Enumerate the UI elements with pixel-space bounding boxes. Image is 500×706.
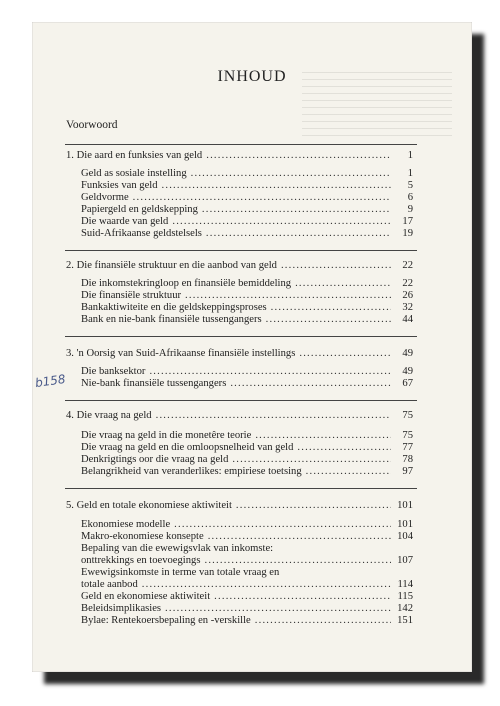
toc-entry[interactable]: Geld en ekonomiese aktiwiteit ..... 115: [81, 591, 413, 603]
toc-chapter-4[interactable]: [66, 410, 413, 422]
toc-chapter-5[interactable]: [66, 500, 413, 512]
toc-chapter-label: 2. Die finansiële struktuur en die aanbod van geld: [66, 260, 277, 271]
toc-page-number: 22: [402, 260, 413, 271]
toc-entry[interactable]: Die inkomstekringloop en finansiële bemiddeling ..... 22: [81, 278, 413, 290]
toc-entry[interactable]: Funksies van geld ..... 5: [81, 180, 413, 192]
toc-entry[interactable]: Die waarde van geld ..... 17: [81, 216, 413, 228]
section-divider: [65, 144, 417, 145]
toc-chapter-1[interactable]: [66, 150, 413, 162]
handwritten-margin-note: b158: [34, 371, 67, 391]
page-title: INHOUD: [217, 68, 287, 85]
toc-entry[interactable]: Bank en nie-bank finansiële tussengangers ..... 44: [81, 314, 413, 326]
toc-entry[interactable]: Bylae: Rentekoersbepaling en -verskille ..... 151: [81, 615, 413, 627]
toc-chapter-label: 5. Geld en totale ekonomiese aktiwiteit: [66, 500, 232, 511]
document-page: [32, 22, 472, 672]
toc-entry[interactable]: Die vraag na geld in die monetêre teorie ..... 75: [81, 430, 413, 442]
toc-chapter-label: 1. Die aard en funksies van geld: [66, 150, 203, 161]
toc-entry[interactable]: Geld as sosiale instelling ..... 1: [81, 168, 413, 180]
toc-entry[interactable]: Die finansiële struktuur ..... 26: [81, 290, 413, 302]
toc-entry[interactable]: Makro-ekonomiese konsepte ..... 104: [81, 531, 413, 543]
toc-chapter-label: 3. 'n Oorsig van Suid-Afrikaanse finansiële instellings: [66, 348, 296, 359]
toc-entry[interactable]: Bepaling van die ewewigsvlak van inkomste:: [81, 543, 274, 554]
toc-chapter-3[interactable]: [66, 348, 413, 360]
toc-entry[interactable]: Die banksektor ..... 49: [81, 366, 413, 378]
section-divider: [65, 400, 417, 401]
voorwoord-heading: Voorwoord: [66, 119, 118, 131]
section-divider: [65, 488, 417, 489]
toc-chapter-2[interactable]: [66, 260, 413, 272]
toc-entry[interactable]: Bankaktiwiteite en die geldskeppingsproses ..... 32: [81, 302, 413, 314]
toc-entry[interactable]: Belangrikheid van veranderlikes: empiriese toetsing ..... 97: [81, 466, 413, 478]
toc-page-number: 49: [402, 348, 413, 359]
toc-entry[interactable]: Geldvorme ..... 6: [81, 192, 413, 204]
toc-entry[interactable]: Beleidsimplikasies ..... 142: [81, 603, 413, 615]
toc-entry[interactable]: Denkrigtings oor die vraag na geld ..... 78: [81, 454, 413, 466]
toc-entry[interactable]: totale aanbod ..... 114: [81, 579, 413, 591]
toc-entry[interactable]: Papiergeld en geldskepping ..... 9: [81, 204, 413, 216]
toc-entry[interactable]: Suid-Afrikaanse geldstelsels ..... 19: [81, 228, 413, 240]
toc-chapter-label: 4. Die vraag na geld: [66, 410, 152, 421]
section-divider: [65, 250, 417, 251]
toc-page-number: 1: [407, 150, 413, 161]
toc-entry[interactable]: Ewewigsinkomste in terme van totale vraag en: [81, 567, 280, 578]
toc-page-number: 75: [402, 410, 413, 421]
toc-entry[interactable]: onttrekkings en toevoegings ..... 107: [81, 555, 413, 567]
toc-entry[interactable]: Nie-bank finansiële tussengangers ..... 67: [81, 378, 413, 390]
toc-page-number: 101: [397, 500, 413, 511]
section-divider: [65, 336, 417, 337]
toc-entry[interactable]: Ekonomiese modelle ..... 101: [81, 519, 413, 531]
toc-entry[interactable]: Die vraag na geld en die omloopsnelheid van geld ..... 77: [81, 442, 413, 454]
